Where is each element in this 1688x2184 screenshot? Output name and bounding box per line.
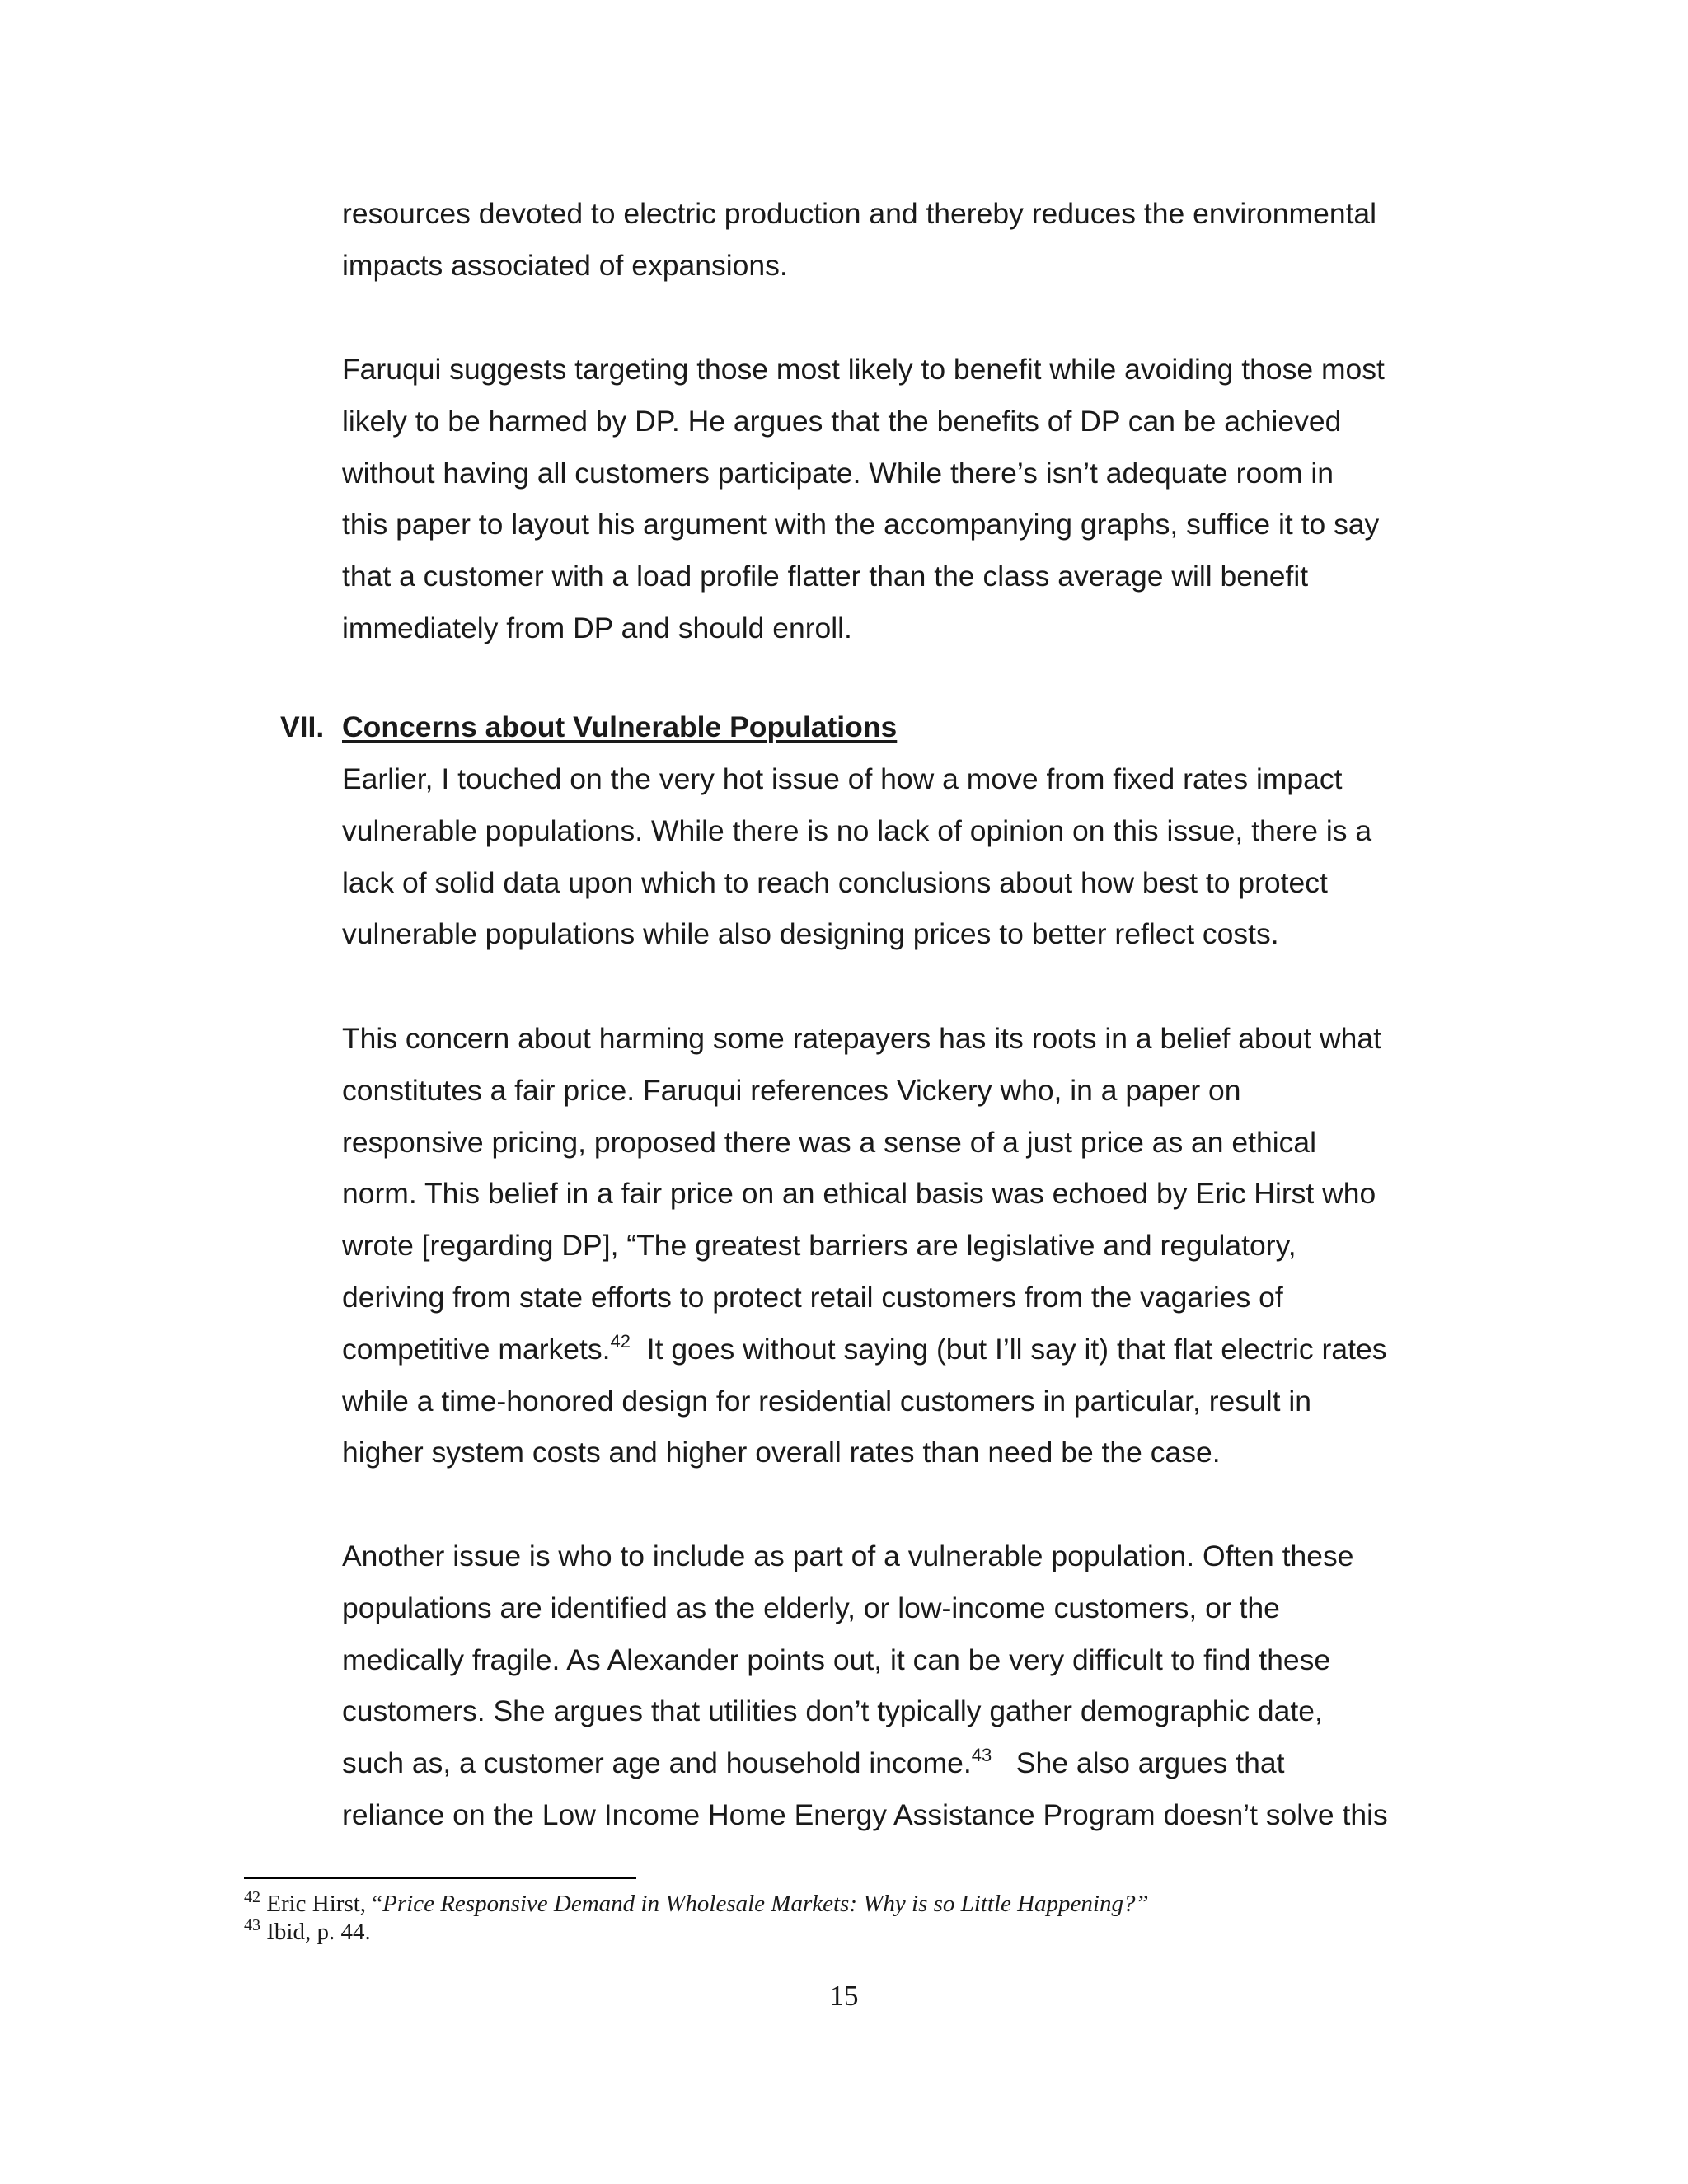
- text-segment: She also argues that: [992, 1746, 1285, 1780]
- footnotes: [244, 1890, 1149, 1946]
- text-line: [342, 1324, 1430, 1376]
- footnote-separator: [244, 1877, 636, 1879]
- paragraph-1: [342, 188, 1430, 292]
- text-line: without having all customers participate. While there’s isn’t adequate room in: [342, 456, 1334, 490]
- text-segment: such as, a customer age and household income.: [342, 1746, 972, 1780]
- footnote-text: Eric Hirst, “: [260, 1891, 383, 1917]
- text-line: vulnerable populations. While there is no lack of opinion on this issue, there is a: [342, 813, 1372, 847]
- text-line: reliance on the Low Income Home Energy Assistance Program doesn’t solve this: [342, 1797, 1388, 1831]
- text-line: higher system costs and higher overall rates than need be the case.: [342, 1436, 1221, 1469]
- paragraph-2: [342, 344, 1430, 654]
- text-line: Another issue is who to include as part of a vulnerable population. Often these: [342, 1540, 1354, 1572]
- text-line: this paper to layout his argument with the accompanying graphs, suffice it to say: [342, 508, 1380, 541]
- footnote-ref-43: 43: [971, 1745, 992, 1766]
- section-title: Concerns about Vulnerable Populations: [342, 710, 898, 743]
- text-line: deriving from state efforts to protect retail customers from the vagaries of: [342, 1280, 1283, 1314]
- section-number: VII.: [280, 710, 325, 743]
- text-line: populations are identified as the elderly, or low-income customers, or the: [342, 1591, 1280, 1624]
- text-line: responsive pricing, proposed there was a sense of a just price as an ethical: [342, 1125, 1317, 1159]
- text-line: resources devoted to electric production and thereby reduces the environmental: [342, 197, 1377, 230]
- text-line: This concern about harming some ratepayers has its roots in a belief about what: [342, 1022, 1381, 1055]
- footnote-ref-42: 42: [610, 1330, 631, 1352]
- text-segment: It goes without saying (but I’ll say it) that flat electric rates: [631, 1332, 1387, 1366]
- footnote-number: 43: [244, 1916, 260, 1934]
- text-line: constitutes a fair price. Faruqui references Vickery who, in a paper on: [342, 1073, 1241, 1107]
- text-line: likely to be harmed by DP. He argues that the benefits of DP can be achieved: [342, 404, 1342, 438]
- footnote-title: Price Responsive Demand in Wholesale Markets: Why is so Little Happening?”: [382, 1891, 1149, 1917]
- text-line: impacts associated of expansions.: [342, 248, 788, 282]
- text-line: [342, 1737, 1430, 1789]
- text-line: immediately from DP and should enroll.: [342, 611, 852, 644]
- paragraph-5: [342, 1530, 1430, 1841]
- paragraph-4: [342, 1013, 1430, 1479]
- text-line: while a time-honored design for residential customers in particular, result in: [342, 1384, 1312, 1418]
- text-line: customers. She argues that utilities don’t typically gather demographic date,: [342, 1694, 1323, 1728]
- text-line: norm. This belief in a fair price on an ethical basis was echoed by Eric Hirst who: [342, 1177, 1376, 1211]
- text-line: vulnerable populations while also designing prices to better reflect costs.: [342, 917, 1279, 951]
- footnote-text: Ibid, p. 44.: [260, 1919, 371, 1945]
- section-heading: [280, 701, 897, 753]
- paragraph-3: [342, 753, 1430, 960]
- footnote-43: [244, 1918, 1149, 1946]
- text-line: that a customer with a load profile flatter than the class average will benefit: [342, 560, 1309, 593]
- footnote-number: 42: [244, 1888, 260, 1906]
- text-line: medically fragile. As Alexander points out, it can be very difficult to find these: [342, 1643, 1331, 1676]
- text-segment: competitive markets.: [342, 1332, 611, 1366]
- page-number: 15: [829, 1980, 859, 2012]
- text-line: lack of solid data upon which to reach conclusions about how best to protect: [342, 865, 1328, 899]
- footnote-42: [244, 1890, 1149, 1918]
- text-line: Earlier, I touched on the very hot issue of how a move from fixed rates impact: [342, 762, 1343, 795]
- text-line: Faruqui suggests targeting those most likely to benefit while avoiding those most: [342, 353, 1385, 386]
- text-line: wrote [regarding DP], “The greatest barriers are legislative and regulatory,: [342, 1229, 1296, 1263]
